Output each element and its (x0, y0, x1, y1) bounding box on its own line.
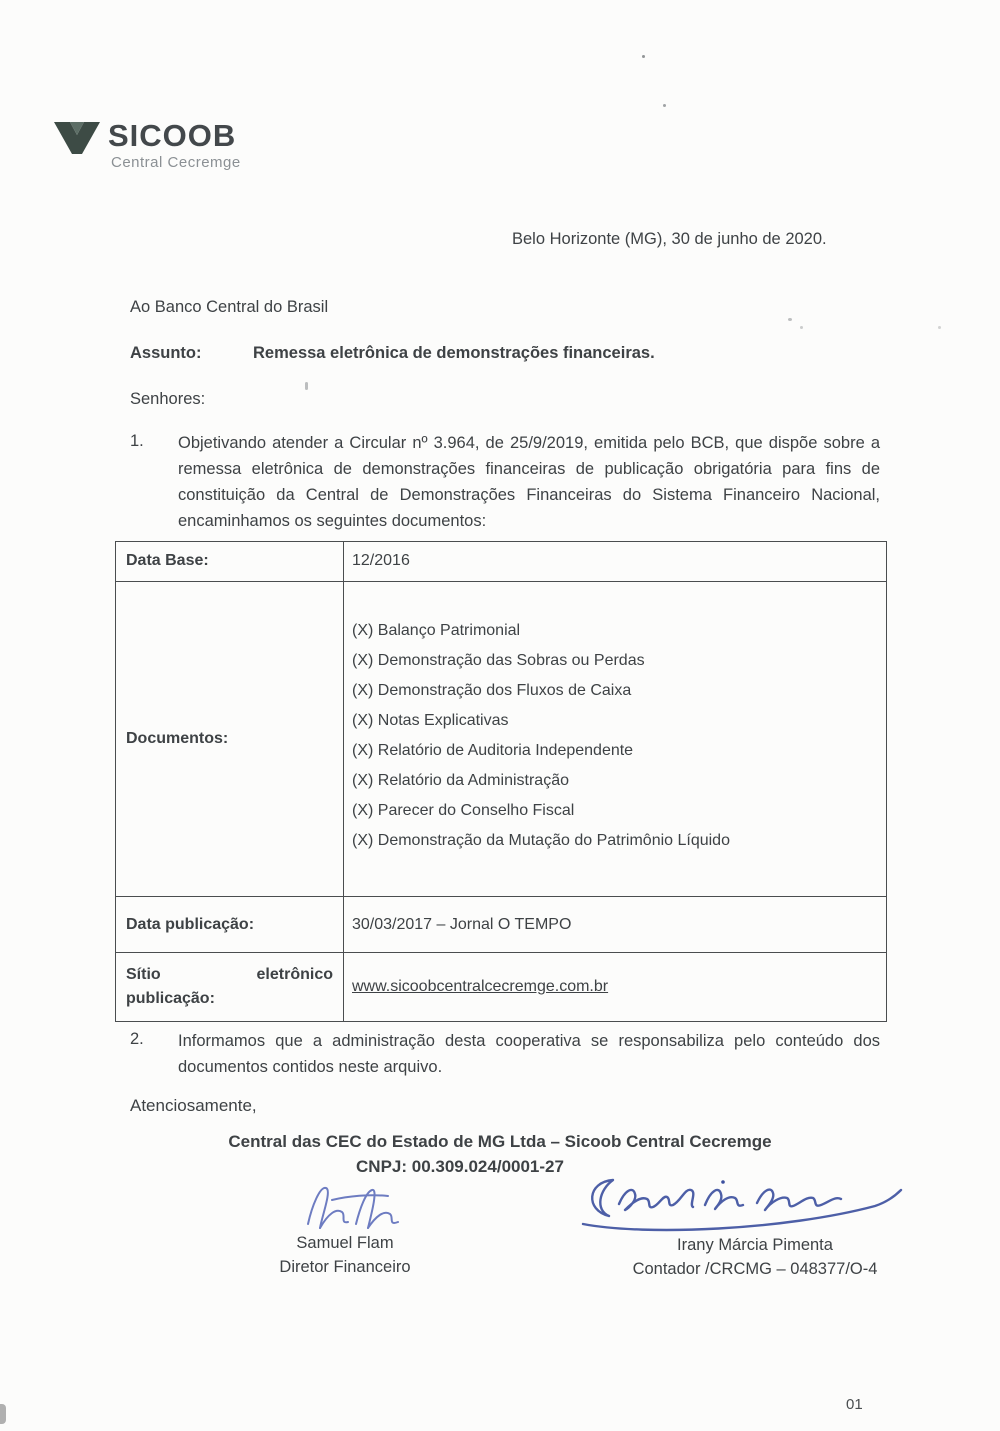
signature-right-title: Contador /CRCMG – 048377/O-4 (632, 1260, 878, 1278)
item-2-text: Informamos que a administração desta cooperativa se responsabiliza pelo conteúdo dos documentos contidos neste arquivo. (178, 1032, 880, 1076)
document-item: (X) Balanço Patrimonial (352, 622, 521, 639)
sitio-label-word-3: publicação: (126, 990, 215, 1007)
logo-brand-text: SICOOB (108, 118, 237, 153)
publication-site-link[interactable]: www.sicoobcentralcecremge.com.br (352, 978, 609, 995)
signature-left-name: Samuel Flam (296, 1234, 394, 1252)
document-item: (X) Relatório da Administração (352, 772, 569, 789)
document-item: (X) Demonstração da Mutação do Patrimônio Líquido (352, 832, 730, 849)
company-name-line: Central das CEC do Estado de MG Ltda – Sicoob Central Cecremge (228, 1132, 772, 1151)
scan-speck (663, 104, 666, 107)
signature-right-name: Irany Márcia Pimenta (677, 1236, 833, 1254)
scan-edge-mark (0, 1404, 6, 1424)
page-number: 01 (846, 1396, 863, 1413)
scan-speck (305, 382, 308, 390)
data-base-label: Data Base: (116, 542, 344, 581)
item-1-number: 1. (130, 432, 144, 450)
logo-subtitle-text: Central Cecremge (111, 154, 241, 171)
subject-text: Remessa eletrônica de demonstrações financeiras. (253, 344, 655, 362)
signature-left-handwriting (292, 1180, 422, 1235)
salutation: Senhores: (130, 390, 206, 408)
item-1-text: Objetivando atender a Circular nº 3.964, de 25/9/2019, emitida pelo BCB, que dispõe sobre a remessa eletrônica de demonstrações financeiras de publicação obrigatória para fins de constituição da Central de Demonstrações Financeiras do Sistema Financeiro Nacional, encaminhamos os seguintes documentos: (178, 434, 880, 530)
scan-speck (788, 318, 792, 321)
table-row-sitio (116, 952, 886, 1021)
document-item: (X) Demonstração dos Fluxos de Caixa (352, 682, 632, 699)
closing-line: Atenciosamente, (130, 1096, 257, 1115)
documentos-label: Documentos: (116, 582, 344, 896)
table-row-documentos (116, 581, 886, 896)
scan-speck (800, 326, 803, 329)
scan-speck (938, 326, 941, 329)
table-row-data-base (116, 542, 886, 581)
data-base-value: 12/2016 (352, 552, 410, 569)
document-item: (X) Parecer do Conselho Fiscal (352, 802, 575, 819)
signature-right-handwriting (575, 1168, 915, 1243)
sitio-label (116, 953, 344, 1021)
table-row-data-publicacao (116, 896, 886, 952)
document-item: (X) Relatório de Auditoria Independente (352, 742, 634, 759)
documents-table (115, 541, 887, 1022)
document-item: (X) Demonstração das Sobras ou Perdas (352, 652, 645, 669)
date-line: Belo Horizonte (MG), 30 de junho de 2020. (512, 230, 827, 248)
subject-label: Assunto: (130, 344, 202, 362)
signature-left-block (255, 1231, 435, 1279)
documentos-list (344, 582, 886, 896)
sicoob-chevron-icon (52, 120, 100, 156)
scan-speck (642, 55, 645, 58)
company-cnpj-line: CNPJ: 00.309.024/0001-27 (356, 1157, 564, 1176)
item-2-number: 2. (130, 1030, 144, 1048)
data-publicacao-value: 30/03/2017 – Jornal O TEMPO (352, 915, 572, 933)
sicoob-logo (52, 120, 241, 171)
sitio-label-word-1: Sítio (126, 966, 161, 983)
signature-right-block (595, 1233, 915, 1281)
document-item: (X) Notas Explicativas (352, 712, 509, 729)
signature-left-title: Diretor Financeiro (279, 1258, 411, 1276)
recipient-line: Ao Banco Central do Brasil (130, 298, 329, 316)
sitio-label-word-2: eletrônico (256, 966, 333, 983)
data-publicacao-label: Data publicação: (116, 897, 344, 952)
